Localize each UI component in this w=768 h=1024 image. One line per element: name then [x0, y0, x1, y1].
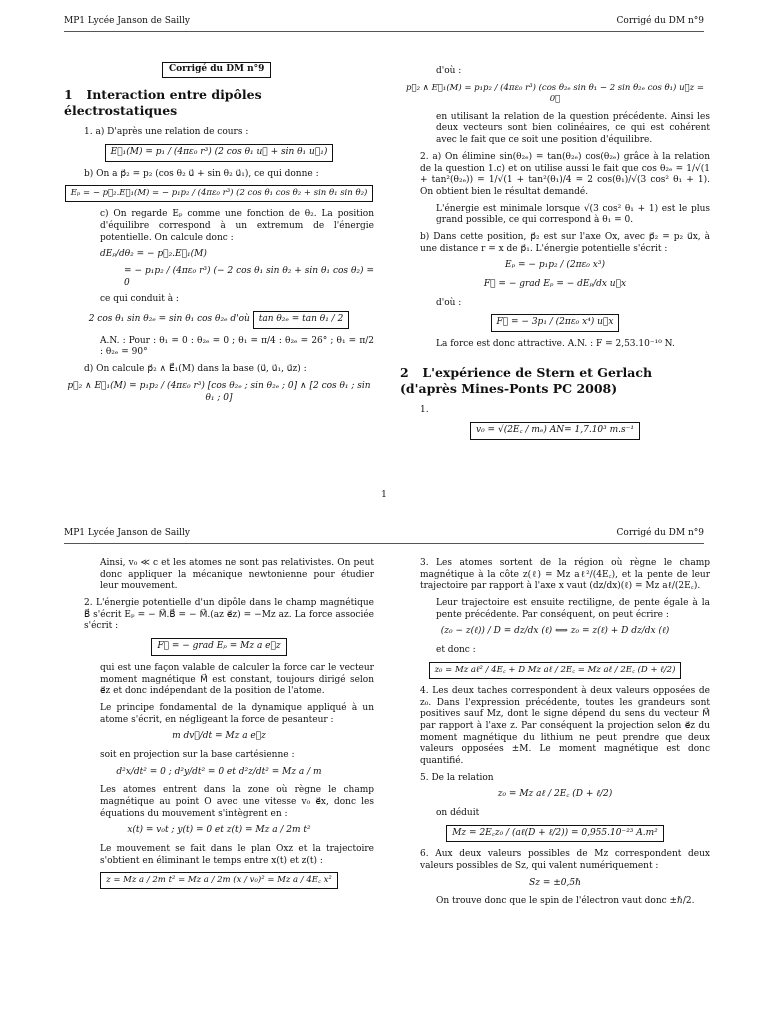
header-right: Corrigé du DM n°9: [616, 16, 704, 26]
q2-paragraph-2: qui est une façon valable de calculer la force car le vecteur moment magnétique M⃗ est constant, toujours dirigé selon e⃗z et donc indépendant de la position de l'atome.: [100, 662, 374, 697]
q2b-dou: d'où :: [436, 297, 462, 308]
q1c-numeric: A.N. : Pour : θ₁ = 0 : θ₂ₑ = 0 ; θ₁ = π/4 : θ₂ₑ = 26° ; θ₁ = π/2 : θ₂ₑ = 90°: [100, 335, 374, 358]
q3-equation-1: (z₀ − z(ℓ)) / D = dz/dx (ℓ) ⟺ z₀ = z(ℓ) + D dz/dx (ℓ): [440, 626, 670, 637]
q2-equation-3: x(t) = v₀t ; y(t) = 0 et z(t) = Mz a / 2m t²: [127, 825, 311, 836]
q1c-equation-1: dEₚ/dθ₂ = − p⃗₂.E⃗₁(M): [100, 249, 207, 260]
title-box: Corrigé du DM n°9: [162, 62, 271, 78]
q1d-equation: p⃗₂ ∧ E⃗₁(M) = p₁p₂ / (4πε₀ r³) [cos θ₂ₑ ; sin θ₂ₑ ; 0] ∧ [2 cos θ₁ ; sin θ₁ ; 0]: [67, 380, 371, 403]
s2-q1-label: 1.: [420, 405, 429, 416]
q2b-boxed-equation: F⃗ = − 3p₁ / (2πε₀ x⁴) u⃗x: [491, 314, 620, 332]
q2-equation-1: m dv⃗/dt = Mz a e⃗z: [172, 731, 266, 742]
q1c-equation-3: 2 cos θ₁ sin θ₂ₑ = sin θ₁ cos θ₂ₑ d'où: [88, 314, 250, 325]
q5-text: 5. De la relation: [420, 772, 494, 783]
q2-text: 2. L'énergie potentielle d'un dipôle dans le champ magnétique B⃗ s'écrit Eₚ = − M⃗.B⃗ = − M⃗.(az e⃗z) = −Mz az. La force associée s'écrit :: [84, 598, 374, 632]
page-header: [64, 16, 704, 32]
q6-conclusion: On trouve donc que le spin de l'électron vaut donc ±ℏ/2.: [436, 896, 695, 907]
page-number: 1: [381, 490, 387, 501]
page-header: [64, 528, 704, 544]
right-column: [400, 558, 710, 913]
q1c-boxed-equation: tan θ₂ₑ = tan θ₁ / 2: [253, 311, 350, 329]
q6-text: 6. Aux deux valeurs possibles de Mz correspondent deux valeurs possibles de Sz, qui valent numériquement :: [420, 849, 710, 872]
q1a-text: 1. a) D'après une relation de cours :: [84, 127, 249, 138]
q5-boxed-equation: Mz = 2E꜀z₀ / (aℓ(D + ℓ/2)) = 0,955.10⁻²³ A.m²: [446, 825, 664, 843]
q3-paragraph-2: Leur trajectoire est ensuite rectiligne, de pente égale à la pente précédente. Par conséquent, on peut écrire :: [436, 598, 710, 620]
q2-equation-2: d²x/dt² = 0 ; d²y/dt² = 0 et d²z/dt² = Mz a / m: [116, 766, 322, 777]
q2b-equation-2: F⃗ = − grad Eₚ = − dEₚ/dx u⃗x: [483, 279, 627, 290]
q5-equation: z₀ = Mz aℓ / 2E꜀ (D + ℓ/2): [497, 789, 613, 800]
s2-q1-boxed-equation: v₀ = √(2E꜀ / mₑ) AN= 1,7.10³ m.s⁻¹: [470, 422, 640, 440]
q2-paragraph-4: soit en projection sur la base cartésienne :: [100, 749, 295, 760]
q3-boxed-equation: z₀ = Mz aℓ² / 4E꜀ + D Mz aℓ / 2E꜀ = Mz aℓ / 2E꜀ (D + ℓ/2): [429, 662, 682, 679]
q1b-boxed-equation: Eₚ = − p⃗₂.E⃗₁(M) = − p₁p₂ / (4πε₀ r³) (2 cos θ₁ cos θ₂ + sin θ₁ sin θ₂): [65, 185, 374, 202]
q4-text: 4. Les deux taches correspondent à deux valeurs opposées de z₀. Dans l'expression précédente, toutes les grandeurs sont positives sauf Mz, dont le signe dépend du sens du vecteur M⃗ par rapport à l'axe z. Par conséquent la projection selon e⃗z du moment magnétique du lithium ne peut prendre que deux valeurs opposées ±M. Le moment magnétique est donc quantifié.: [420, 685, 710, 766]
q5-deduit: on déduit: [436, 808, 480, 819]
q1c-leads: ce qui conduit à :: [100, 294, 179, 305]
collinear-paragraph: en utilisant la relation de la question précédente. Ainsi les deux vecteurs sont bien colinéaires, ce qui est cohérent avec le fait que ce soit une position d'équilibre.: [436, 111, 710, 146]
q2b-equation-1: Eₚ = − p₁p₂ / (2πε₀ x³): [505, 260, 605, 271]
q1b-text: b) On a p⃗₂ = p₂ (cos θ₂ u⃗ + sin θ₂ u⃗₁), ce qui donne :: [84, 168, 319, 179]
q1c-text: c) On regarde Eₚ comme une fonction de θ₂. La position d'équilibre correspond à un extremum de l'énergie potentielle. On calcule donc :: [100, 209, 374, 243]
header-right: Corrigé du DM n°9: [616, 528, 704, 538]
q1d-text: d) On calcule p⃗₂ ∧ E⃗₁(M) dans la base (u⃗, u⃗₁, u⃗z) :: [84, 364, 307, 375]
section-2-heading: 2 L'expérience de Stern et Gerlach (d'après Mines-Ponts PC 2008): [400, 364, 653, 397]
q2-boxed-trajectory: z = Mz a / 2m t² = Mz a / 2m (x / v₀)² = Mz a / 4E꜀ x²: [100, 872, 338, 889]
page-2: [0, 512, 768, 1024]
cross-product-equation: p⃗₂ ∧ E⃗₁(M) = p₁p₂ / (4πε₀ r³) (cos θ₂ₑ sin θ₁ − 2 sin θ₂ₑ cos θ₁) u⃗z = 0⃗: [406, 82, 704, 104]
q2-paragraph-5: Les atomes entrent dans la zone où règne le champ magnétique au point O avec une vitesse v₀ e⃗x, donc les équations du mouvement s'intègrent en :: [100, 785, 374, 819]
q2a-paragraph-2: L'énergie est minimale lorsque √(3 cos² θ₁ + 1) est le plus grand possible, ce qui correspond à θ₁ = 0.: [436, 203, 710, 226]
q6-equation: Sz = ±0,5ℏ: [529, 877, 581, 888]
right-column: [400, 66, 710, 447]
left-column: [64, 62, 374, 411]
q1a-boxed-equation: E⃗₁(M) = p₁ / (4πε₀ r³) (2 cos θ₁ u⃗ + sin θ₁ u⃗₁): [105, 144, 334, 162]
q2-paragraph-6: Le mouvement se fait dans le plan Oxz et la trajectoire s'obtient en éliminant le temps entre x(t) et z(t) :: [100, 844, 374, 866]
intro-paragraph: Ainsi, v₀ ≪ c et les atomes ne sont pas relativistes. On peut donc appliquer la mécanique newtonienne pour étudier leur mouvement.: [100, 558, 374, 592]
q3-donc: et donc :: [436, 645, 476, 656]
header-left: MP1 Lycée Janson de Sailly: [64, 528, 190, 538]
q2-paragraph-3: Le principe fondamental de la dynamique appliqué à un atome s'écrit, en négligeant la force de pesanteur :: [100, 702, 374, 725]
q1c-equation-2: = − p₁p₂ / (4πε₀ r³) (− 2 cos θ₁ sin θ₂ + sin θ₁ cos θ₂) = 0: [124, 266, 374, 288]
left-column: [64, 558, 374, 896]
q3-text: 3. Les atomes sortent de la région où règne le champ magnétique à la côte z(ℓ) = Mz aℓ²/(4E꜀), et la pente de leur trajectoire par rapport à l'axe x vaut (dz/dx)(ℓ) = Mz aℓ/(2E꜀).: [420, 558, 710, 592]
q2-boxed-equation: F⃗ = − grad Eₚ = Mz a e⃗z: [151, 638, 286, 656]
dou-label: d'où :: [436, 66, 462, 76]
q2b-conclusion: La force est donc attractive. A.N. : F = 2,53.10⁻¹⁰ N.: [436, 339, 675, 350]
header-left: MP1 Lycée Janson de Sailly: [64, 16, 190, 26]
q2b-text: b) Dans cette position, p⃗₂ est sur l'axe Ox, avec p⃗₂ = p₂ u⃗x, à une distance r = x de p⃗₁. L'énergie potentielle s'écrit :: [420, 231, 710, 254]
q2a-text: 2. a) On élimine sin(θ₂ₑ) = tan(θ₂ₑ) cos(θ₂ₑ) grâce à la relation de la question 1.c) et on utilise aussi le fait que cos θ₂ₑ = 1/√(1 + tan²(θ₂ₑ)) = 1/√(1 + tan²(θ₁)/4 = 2 cos(θ₁)/√(3 cos² θ₁ + 1). On obtient bien le résultat demandé.: [420, 151, 710, 197]
section-1-heading: 1 Interaction entre dipôles électrostatiques: [64, 86, 262, 118]
